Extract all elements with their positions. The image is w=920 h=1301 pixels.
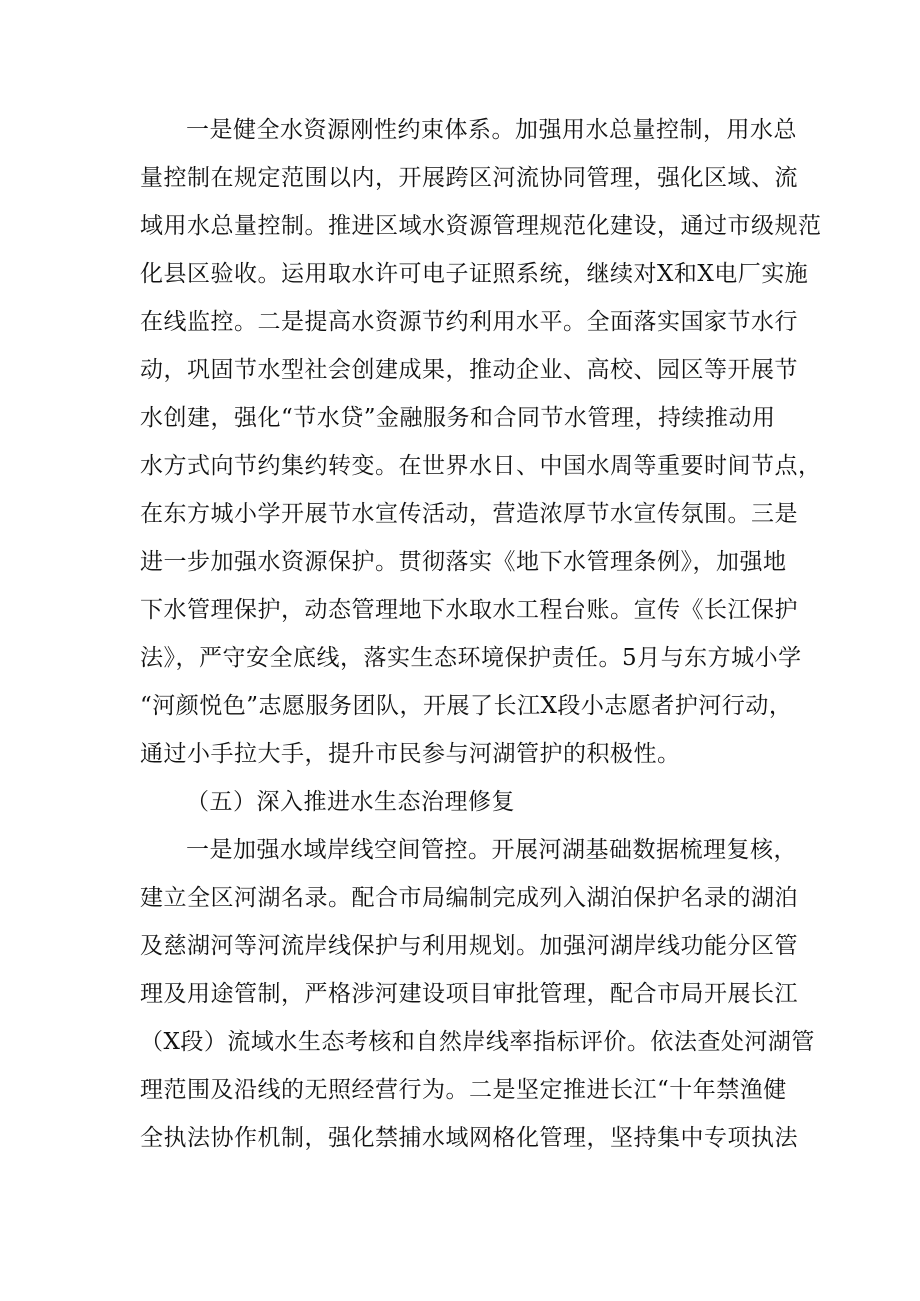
paragraph-line: 在东方城小学开展节水宣传活动，营造浓厚节水宣传氛围。三是 [140,501,798,527]
paragraph-line: 水方式向节约集约转变。在世界水日、中国水周等重要时间节点， [140,453,822,479]
paragraph-line: 进一步加强水资源保护。贯彻落实《地下水管理条例》，加强地 [140,549,787,575]
paragraph-line: 化县区验收。运用取水许可电子证照系统，继续对X和X电厂实施 [140,261,809,287]
paragraph-line: 一是加强水域岸线空间管控。开展河湖基础数据梳理复核， [186,837,797,863]
paragraph-line: 量控制在规定范围以内，开展跨区河流协同管理，强化区域、流 [140,165,798,191]
paragraph-line: 建立全区河湖名录。配合市局编制完成列入湖泊保护名录的湖泊 [140,885,798,911]
paragraph-line: 域用水总量控制。推进区域水资源管理规范化建设，通过市级规范 [140,213,822,239]
paragraph-line: 动，巩固节水型社会创建成果，推动企业、高校、园区等开展节 [140,357,798,383]
paragraph-line: （X段）流域水生态考核和自然岸线率指标评价。依法查处河湖管 [140,1029,815,1055]
paragraph-line: 理及用途管制，严格涉河建设项目审批管理，配合市局开展长江 [140,981,798,1007]
section-heading: （五）深入推进水生态治理修复 [186,789,515,815]
paragraph-line: 下水管理保护，动态管理地下水取水工程台账。宣传《长江保护 [140,597,798,623]
paragraph-line: 全执法协作机制，强化禁捕水域网格化管理，坚持集中专项执法 [140,1125,798,1151]
paragraph-line: 法》，严守安全底线，落实生态环境保护责任。5月与东方城小学 [140,645,802,671]
paragraph-line: 在线监控。二是提高水资源节约利用水平。全面落实国家节水行 [140,309,798,335]
paragraph-line: 一是健全水资源刚性约束体系。加强用水总量控制，用水总 [186,117,797,143]
paragraph-line: 通过小手拉大手，提升市民参与河湖管护的积极性。 [140,741,681,767]
paragraph-line: 水创建，强化“节水贷”金融服务和合同节水管理，持续推动用 [140,405,776,431]
paragraph-line: “河颜悦色”志愿服务团队，开展了长江X段小志愿者护河行动， [140,693,793,719]
paragraph-line: 及慈湖河等河流岸线保护与利用规划。加强河湖岸线功能分区管 [140,933,798,959]
paragraph-line: 理范围及沿线的无照经营行为。二是坚定推进长江“十年禁渔健 [140,1077,787,1103]
